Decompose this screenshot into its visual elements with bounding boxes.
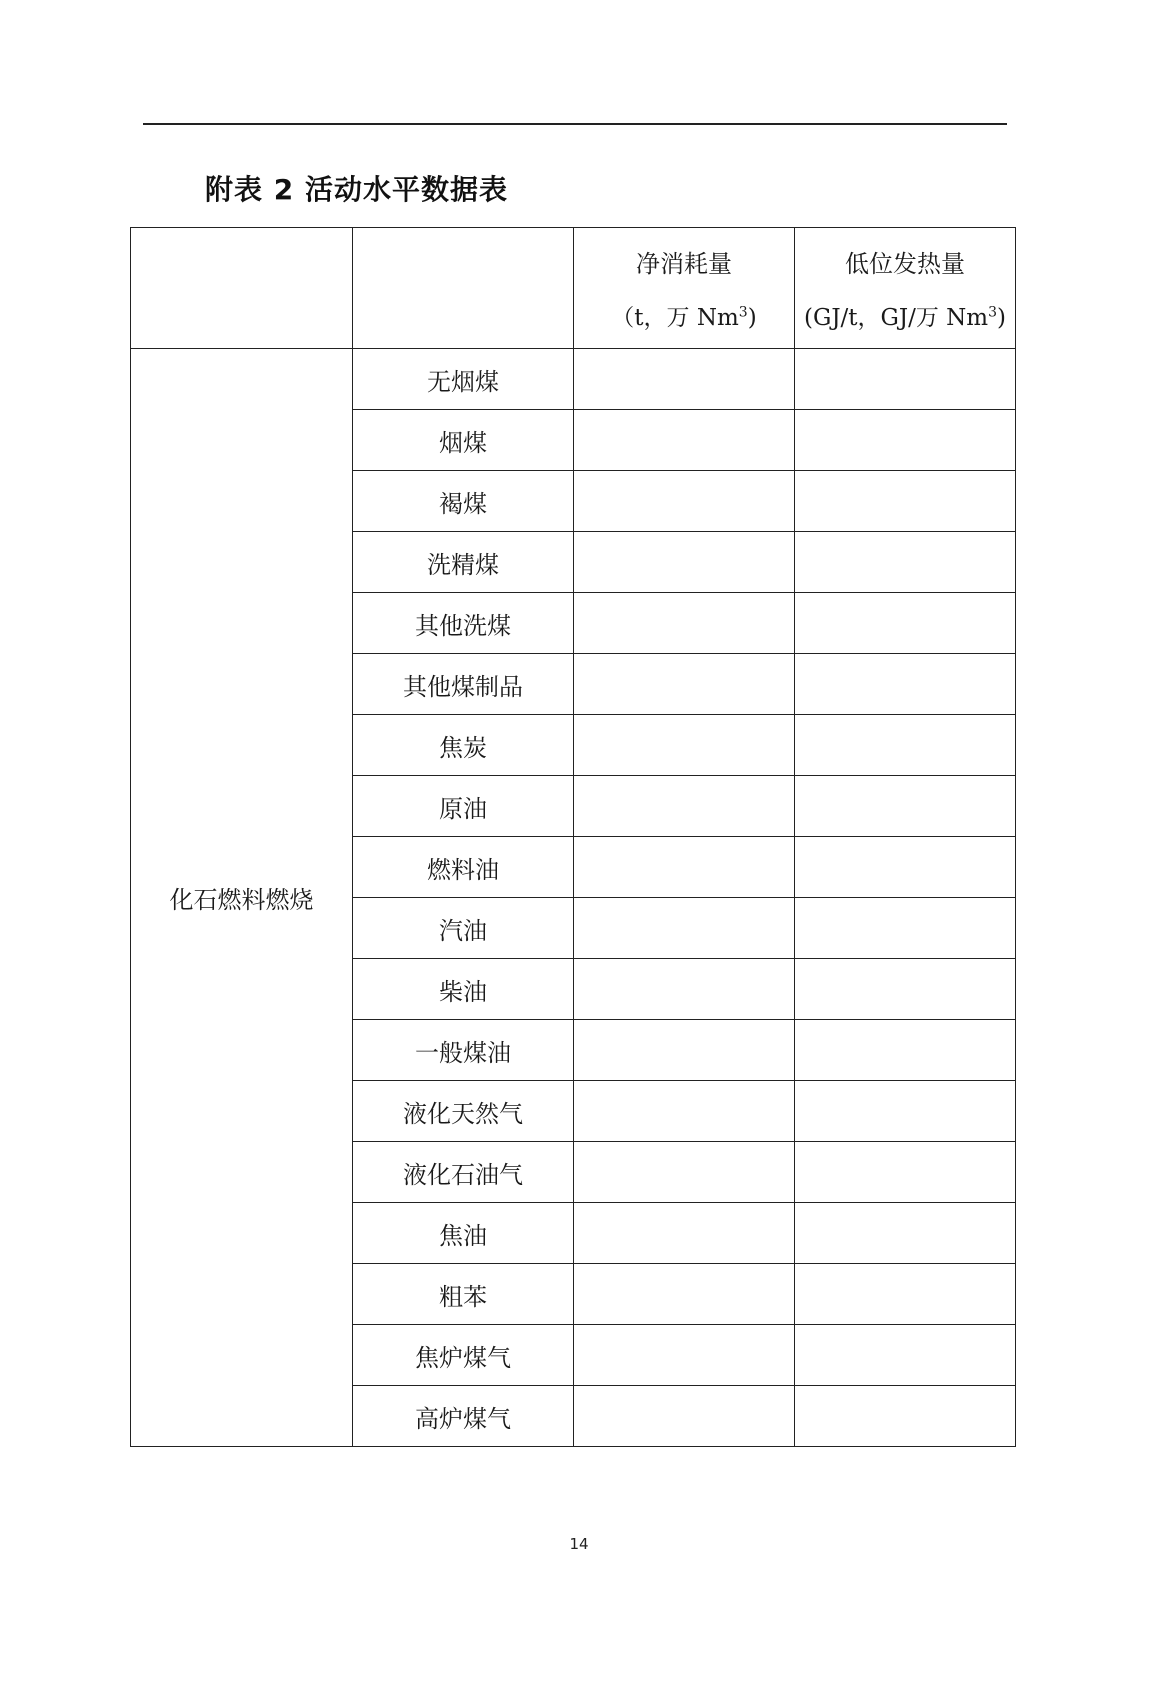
fuel-name-cell: 焦油 (353, 1203, 574, 1264)
net-consumption-cell[interactable] (574, 654, 795, 715)
net-consumption-unit-prefix: （t，万 Nm (611, 305, 739, 331)
net-consumption-cell[interactable] (574, 1081, 795, 1142)
net-consumption-cell[interactable] (574, 1386, 795, 1447)
net-consumption-cell[interactable] (574, 715, 795, 776)
fuel-name-cell: 焦炉煤气 (353, 1325, 574, 1386)
net-consumption-cell[interactable] (574, 1203, 795, 1264)
lower-heating-value-unit-prefix: (GJ/t，GJ/万 Nm (803, 305, 989, 331)
fuel-name-cell: 其他煤制品 (353, 654, 574, 715)
net-consumption-cell[interactable] (574, 898, 795, 959)
net-consumption-cell[interactable] (574, 410, 795, 471)
table-header-row (131, 228, 1016, 349)
lower-heating-value-cell[interactable] (795, 1081, 1016, 1142)
header-cell-category (131, 228, 353, 349)
activity-data-table (130, 227, 1016, 1447)
page-number: 14 (569, 1535, 589, 1553)
net-consumption-cell[interactable] (574, 959, 795, 1020)
fuel-name-cell: 烟煤 (353, 410, 574, 471)
fuel-name-cell: 液化天然气 (353, 1081, 574, 1142)
lower-heating-value-label: 低位发热量 (845, 250, 965, 278)
lower-heating-value-cell[interactable] (795, 1203, 1016, 1264)
net-consumption-cell[interactable] (574, 776, 795, 837)
lower-heating-value-cell[interactable] (795, 1386, 1016, 1447)
net-consumption-label: 净消耗量 (636, 250, 732, 278)
lower-heating-value-cell[interactable] (795, 776, 1016, 837)
header-cell-fuel (353, 228, 574, 349)
net-consumption-unit (611, 299, 756, 332)
lower-heating-value-cell[interactable] (795, 593, 1016, 654)
lower-heating-value-cell[interactable] (795, 471, 1016, 532)
net-consumption-unit-sup: 3 (738, 304, 748, 321)
lower-heating-value-cell[interactable] (795, 1325, 1016, 1386)
lower-heating-value-cell[interactable] (795, 410, 1016, 471)
lower-heating-value-cell[interactable] (795, 349, 1016, 410)
fuel-name-cell: 燃料油 (353, 837, 574, 898)
fuel-name-cell: 液化石油气 (353, 1142, 574, 1203)
document-title: 附表 2 活动水平数据表 (205, 173, 508, 206)
fuel-name-cell: 褐煤 (353, 471, 574, 532)
net-consumption-cell[interactable] (574, 593, 795, 654)
header-rule (143, 123, 1007, 125)
net-consumption-cell[interactable] (574, 532, 795, 593)
lower-heating-value-cell[interactable] (795, 715, 1016, 776)
lower-heating-value-cell[interactable] (795, 1020, 1016, 1081)
net-consumption-unit-suffix: ) (747, 305, 757, 331)
lower-heating-value-unit-suffix: ) (997, 305, 1007, 331)
fuel-name-cell: 其他洗煤 (353, 593, 574, 654)
fuel-name-cell: 焦炭 (353, 715, 574, 776)
lower-heating-value-unit (804, 299, 1006, 332)
lower-heating-value-cell[interactable] (795, 654, 1016, 715)
lower-heating-value-cell[interactable] (795, 898, 1016, 959)
net-consumption-cell[interactable] (574, 471, 795, 532)
net-consumption-cell[interactable] (574, 837, 795, 898)
fuel-name-cell: 一般煤油 (353, 1020, 574, 1081)
lower-heating-value-cell[interactable] (795, 959, 1016, 1020)
fuel-name-cell: 无烟煤 (353, 349, 574, 410)
fuel-name-cell: 粗苯 (353, 1264, 574, 1325)
net-consumption-cell[interactable] (574, 1020, 795, 1081)
fuel-name-cell: 高炉煤气 (353, 1386, 574, 1447)
net-consumption-cell[interactable] (574, 1325, 795, 1386)
net-consumption-cell[interactable] (574, 349, 795, 410)
fuel-name-cell: 洗精煤 (353, 532, 574, 593)
fuel-name-cell: 原油 (353, 776, 574, 837)
category-cell: 化石燃料燃烧 (131, 349, 353, 1447)
net-consumption-cell[interactable] (574, 1264, 795, 1325)
lower-heating-value-cell[interactable] (795, 837, 1016, 898)
net-consumption-cell[interactable] (574, 1142, 795, 1203)
header-cell-lower-heating-value (795, 228, 1016, 349)
fuel-name-cell: 柴油 (353, 959, 574, 1020)
lower-heating-value-cell[interactable] (795, 532, 1016, 593)
table-row (131, 349, 1016, 410)
lower-heating-value-cell[interactable] (795, 1264, 1016, 1325)
lower-heating-value-cell[interactable] (795, 1142, 1016, 1203)
header-cell-net-consumption (574, 228, 795, 349)
fuel-name-cell: 汽油 (353, 898, 574, 959)
lower-heating-value-unit-sup: 3 (988, 304, 998, 321)
